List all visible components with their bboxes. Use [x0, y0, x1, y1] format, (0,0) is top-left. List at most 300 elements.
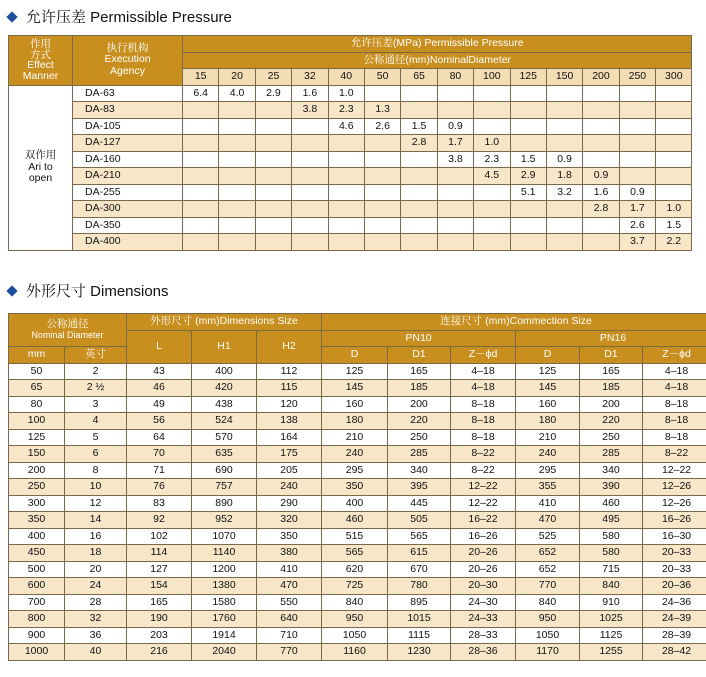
- table-row: [9, 479, 706, 496]
- dimension-value-cell: 515: [322, 528, 388, 545]
- pressure-value-cell: [255, 201, 291, 218]
- dimension-value-cell: 757: [192, 479, 257, 496]
- pressure-value-cell: [292, 151, 328, 168]
- pressure-value-cell: [219, 201, 255, 218]
- pressure-value-cell: [474, 118, 510, 135]
- pressure-value-cell: [255, 151, 291, 168]
- diamond-bullet-icon: [6, 285, 17, 296]
- pressure-value-cell: 1.0: [656, 201, 692, 218]
- pressure-value-cell: [364, 85, 400, 102]
- pressure-value-cell: 2.6: [619, 217, 655, 234]
- dimension-value-cell: 28–33: [451, 627, 516, 644]
- dimension-value-cell: 80: [9, 396, 65, 413]
- table-row: [9, 168, 692, 185]
- dimension-value-cell: 127: [127, 561, 192, 578]
- dimension-value-cell: 890: [192, 495, 257, 512]
- dimension-value-cell: 8–22: [451, 462, 516, 479]
- dimension-value-cell: 285: [580, 446, 643, 463]
- pressure-value-cell: [474, 234, 510, 251]
- dimension-value-cell: 950: [322, 611, 388, 628]
- pressure-value-cell: [364, 201, 400, 218]
- pressure-value-cell: 1.5: [401, 118, 437, 135]
- agency-cell: DA-83: [73, 102, 183, 119]
- dimension-value-cell: 16–26: [643, 512, 706, 529]
- dimension-value-cell: 20–36: [643, 578, 706, 595]
- dimension-value-cell: 114: [127, 545, 192, 562]
- dimension-value-cell: 690: [192, 462, 257, 479]
- diamond-bullet-icon: [6, 11, 17, 22]
- dimension-value-cell: 70: [127, 446, 192, 463]
- pressure-value-cell: [619, 102, 655, 119]
- dimension-value-cell: 145: [516, 380, 580, 397]
- dimension-value-cell: 495: [580, 512, 643, 529]
- dimension-value-cell: 525: [516, 528, 580, 545]
- pressure-value-cell: 2.8: [401, 135, 437, 152]
- dimension-value-cell: 16: [65, 528, 127, 545]
- col-mm-header: mm: [9, 347, 65, 364]
- pn10-header: PN10: [322, 330, 516, 347]
- pressure-value-cell: [656, 85, 692, 102]
- pressure-value-cell: [183, 102, 219, 119]
- dimension-value-cell: 400: [192, 363, 257, 380]
- table-row: [9, 528, 706, 545]
- table-row: [9, 429, 706, 446]
- pressure-value-cell: [583, 234, 619, 251]
- pressure-value-cell: [255, 168, 291, 185]
- dimension-value-cell: 524: [192, 413, 257, 430]
- dimension-value-cell: 43: [127, 363, 192, 380]
- pressure-value-cell: [510, 102, 546, 119]
- dimension-value-cell: 1200: [192, 561, 257, 578]
- dimension-value-cell: 8–18: [451, 413, 516, 430]
- diameter-header-cell: 250: [619, 69, 655, 86]
- dimension-value-cell: 175: [257, 446, 322, 463]
- dimension-value-cell: 1914: [192, 627, 257, 644]
- diameter-header-cell: 20: [219, 69, 255, 86]
- pressure-value-cell: 0.9: [583, 168, 619, 185]
- dimension-value-cell: 725: [322, 578, 388, 595]
- dimension-value-cell: 840: [322, 594, 388, 611]
- pn10-d1-header: D1: [388, 347, 451, 364]
- col-l-header: L: [127, 330, 192, 363]
- dimension-value-cell: 505: [388, 512, 451, 529]
- pressure-value-cell: [401, 102, 437, 119]
- pressure-value-cell: [437, 184, 473, 201]
- table-row: [9, 135, 692, 152]
- pressure-value-cell: [619, 151, 655, 168]
- pressure-value-cell: [292, 135, 328, 152]
- dimension-value-cell: 12–22: [451, 479, 516, 496]
- pressure-value-cell: [474, 102, 510, 119]
- pressure-value-cell: [510, 234, 546, 251]
- pressure-value-cell: [401, 168, 437, 185]
- pn16-z-header: Z－ϕd: [643, 347, 706, 364]
- dimension-value-cell: 240: [257, 479, 322, 496]
- pressure-value-cell: [364, 135, 400, 152]
- pressure-value-cell: [292, 201, 328, 218]
- pressure-value-cell: [328, 184, 364, 201]
- dimension-value-cell: 164: [257, 429, 322, 446]
- dimension-value-cell: 1140: [192, 545, 257, 562]
- diameter-header-cell: 40: [328, 69, 364, 86]
- pressure-value-cell: [401, 201, 437, 218]
- pressure-value-cell: [619, 85, 655, 102]
- pressure-value-cell: [510, 135, 546, 152]
- dimension-value-cell: 410: [257, 561, 322, 578]
- dimension-value-cell: 900: [9, 627, 65, 644]
- pressure-value-cell: 2.9: [510, 168, 546, 185]
- dimension-value-cell: 470: [257, 578, 322, 595]
- pressure-value-cell: [219, 102, 255, 119]
- dimension-value-cell: 71: [127, 462, 192, 479]
- dimension-value-cell: 1000: [9, 644, 65, 661]
- dimension-value-cell: 1580: [192, 594, 257, 611]
- agency-cell: DA-105: [73, 118, 183, 135]
- pressure-value-cell: [183, 118, 219, 135]
- dimension-value-cell: 102: [127, 528, 192, 545]
- table-row: [9, 380, 706, 397]
- pressure-value-cell: [619, 118, 655, 135]
- dimension-value-cell: 438: [192, 396, 257, 413]
- dimension-value-cell: 1125: [580, 627, 643, 644]
- dimension-value-cell: 20–26: [451, 545, 516, 562]
- dimension-value-cell: 635: [192, 446, 257, 463]
- dimension-value-cell: 14: [65, 512, 127, 529]
- pressure-value-cell: [437, 201, 473, 218]
- pressure-value-cell: [656, 151, 692, 168]
- dimension-value-cell: 1255: [580, 644, 643, 661]
- dimension-value-cell: 3: [65, 396, 127, 413]
- pressure-value-cell: 2.2: [656, 234, 692, 251]
- table-row: [9, 201, 692, 218]
- dimension-value-cell: 115: [257, 380, 322, 397]
- pressure-value-cell: 3.7: [619, 234, 655, 251]
- pressure-value-cell: 2.6: [364, 118, 400, 135]
- pressure-value-cell: 0.9: [619, 184, 655, 201]
- dimension-value-cell: 8–22: [643, 446, 706, 463]
- dimension-value-cell: 205: [257, 462, 322, 479]
- pressure-title: 允许压差 Permissible Pressure: [26, 9, 232, 26]
- dimension-value-cell: 12–22: [643, 462, 706, 479]
- pressure-value-cell: [656, 168, 692, 185]
- dimension-value-cell: 16–30: [643, 528, 706, 545]
- pressure-value-cell: [437, 85, 473, 102]
- table-row: [9, 594, 706, 611]
- dimension-value-cell: 12–26: [643, 495, 706, 512]
- dimension-value-cell: 8–18: [451, 429, 516, 446]
- dimension-value-cell: 840: [516, 594, 580, 611]
- execution-agency-header: 执行机构 Execution Agency: [73, 36, 183, 86]
- dimension-value-cell: 165: [127, 594, 192, 611]
- pressure-value-cell: 2.8: [583, 201, 619, 218]
- pressure-value-cell: [510, 217, 546, 234]
- table-row: [9, 234, 692, 251]
- dimension-value-cell: 570: [192, 429, 257, 446]
- pressure-value-cell: [328, 201, 364, 218]
- pressure-value-cell: [328, 234, 364, 251]
- dimension-value-cell: 36: [65, 627, 127, 644]
- diameter-header-cell: 25: [255, 69, 291, 86]
- table-row: [9, 363, 706, 380]
- dimension-value-cell: 24–30: [451, 594, 516, 611]
- dimension-value-cell: 65: [9, 380, 65, 397]
- diameter-header-cell: 150: [546, 69, 582, 86]
- pressure-value-cell: [474, 85, 510, 102]
- dimension-value-cell: 1115: [388, 627, 451, 644]
- pressure-value-cell: [255, 102, 291, 119]
- dimension-value-cell: 150: [9, 446, 65, 463]
- pressure-value-cell: [510, 201, 546, 218]
- nominal-diameter-header: 公称通径 Nominal Diameter: [9, 314, 127, 347]
- dimension-value-cell: 210: [322, 429, 388, 446]
- dimension-value-cell: 652: [516, 561, 580, 578]
- agency-cell: DA-350: [73, 217, 183, 234]
- dimension-value-cell: 83: [127, 495, 192, 512]
- effect-manner-cell: 双作用 Ari to open: [9, 85, 73, 250]
- dimension-value-cell: 340: [388, 462, 451, 479]
- dimension-value-cell: 1070: [192, 528, 257, 545]
- pressure-value-cell: [219, 151, 255, 168]
- col-inch-header: 英寸: [65, 347, 127, 364]
- dimension-value-cell: 12–22: [451, 495, 516, 512]
- dimension-value-cell: 350: [322, 479, 388, 496]
- dimension-value-cell: 4–18: [643, 363, 706, 380]
- pressure-value-cell: [656, 102, 692, 119]
- dimension-value-cell: 8: [65, 462, 127, 479]
- pressure-value-cell: 1.7: [619, 201, 655, 218]
- col-h2-header: H2: [257, 330, 322, 363]
- dimension-value-cell: 500: [9, 561, 65, 578]
- dimensions-title: 外形尺寸 Dimensions: [26, 283, 169, 300]
- dimension-value-cell: 16–22: [451, 512, 516, 529]
- pressure-value-cell: [328, 168, 364, 185]
- table-row: [9, 462, 706, 479]
- dimension-value-cell: 1230: [388, 644, 451, 661]
- table-row: [9, 611, 706, 628]
- pressure-value-cell: [183, 234, 219, 251]
- dimension-value-cell: 6: [65, 446, 127, 463]
- pressure-value-cell: 1.5: [510, 151, 546, 168]
- dimension-value-cell: 20–30: [451, 578, 516, 595]
- pressure-value-cell: [546, 234, 582, 251]
- dimension-value-cell: 24–39: [643, 611, 706, 628]
- pressure-value-cell: [619, 135, 655, 152]
- dimension-value-cell: 190: [127, 611, 192, 628]
- dimension-value-cell: 1050: [322, 627, 388, 644]
- dimension-value-cell: 28–36: [451, 644, 516, 661]
- pn10-z-header: Z－ϕd: [451, 347, 516, 364]
- pressure-value-cell: [183, 151, 219, 168]
- dimension-value-cell: 952: [192, 512, 257, 529]
- dimension-value-cell: 16–26: [451, 528, 516, 545]
- table-row: [9, 545, 706, 562]
- pressure-value-cell: [364, 184, 400, 201]
- table-row: [9, 578, 706, 595]
- dimension-value-cell: 652: [516, 545, 580, 562]
- table-row: [9, 184, 692, 201]
- table-row: [9, 102, 692, 119]
- pressure-value-cell: [292, 234, 328, 251]
- dimension-value-cell: 5: [65, 429, 127, 446]
- agency-cell: DA-255: [73, 184, 183, 201]
- pressure-value-cell: [583, 118, 619, 135]
- pressure-value-cell: 1.7: [437, 135, 473, 152]
- pressure-value-cell: [619, 168, 655, 185]
- pressure-value-cell: [219, 135, 255, 152]
- table-row: [9, 151, 692, 168]
- pressure-value-cell: [255, 234, 291, 251]
- dimension-value-cell: 1760: [192, 611, 257, 628]
- dimension-value-cell: 250: [580, 429, 643, 446]
- dimension-value-cell: 220: [388, 413, 451, 430]
- pressure-value-cell: [183, 135, 219, 152]
- dimension-value-cell: 1170: [516, 644, 580, 661]
- dimension-value-cell: 1050: [516, 627, 580, 644]
- pressure-value-cell: [401, 184, 437, 201]
- pressure-value-cell: [255, 118, 291, 135]
- dimension-value-cell: 20: [65, 561, 127, 578]
- table-row: [9, 446, 706, 463]
- pressure-value-cell: [546, 217, 582, 234]
- pressure-value-cell: [183, 201, 219, 218]
- pressure-value-cell: 1.8: [546, 168, 582, 185]
- table-row: [9, 118, 692, 135]
- dimension-value-cell: 2 ½: [65, 380, 127, 397]
- dimension-value-cell: 380: [257, 545, 322, 562]
- dimension-value-cell: 125: [322, 363, 388, 380]
- dimension-value-cell: 1015: [388, 611, 451, 628]
- dimension-value-cell: 154: [127, 578, 192, 595]
- pressure-value-cell: [401, 217, 437, 234]
- pressure-value-cell: [546, 102, 582, 119]
- dimension-value-cell: 10: [65, 479, 127, 496]
- pressure-value-cell: [546, 118, 582, 135]
- pressure-value-cell: [255, 217, 291, 234]
- dimension-value-cell: 470: [516, 512, 580, 529]
- diameter-header-cell: 125: [510, 69, 546, 86]
- dimension-value-cell: 395: [388, 479, 451, 496]
- table-row: [9, 561, 706, 578]
- dimension-value-cell: 350: [257, 528, 322, 545]
- pressure-value-cell: [183, 217, 219, 234]
- dimension-value-cell: 295: [322, 462, 388, 479]
- dimension-value-cell: 125: [516, 363, 580, 380]
- pressure-value-cell: [328, 135, 364, 152]
- pressure-value-cell: [583, 151, 619, 168]
- pressure-value-cell: 1.6: [292, 85, 328, 102]
- dimension-value-cell: 4–18: [451, 363, 516, 380]
- dimension-value-cell: 165: [388, 363, 451, 380]
- dimension-value-cell: 28–39: [643, 627, 706, 644]
- pressure-table: [8, 35, 692, 251]
- pressure-value-cell: [219, 118, 255, 135]
- pressure-value-cell: [328, 151, 364, 168]
- pressure-value-cell: 4.6: [328, 118, 364, 135]
- dimension-value-cell: 46: [127, 380, 192, 397]
- pressure-value-cell: [292, 184, 328, 201]
- pressure-value-cell: [255, 135, 291, 152]
- pressure-value-cell: 1.6: [583, 184, 619, 201]
- dimension-value-cell: 460: [580, 495, 643, 512]
- dimension-value-cell: 565: [388, 528, 451, 545]
- dimension-value-cell: 20–26: [451, 561, 516, 578]
- dimension-value-cell: 203: [127, 627, 192, 644]
- dimension-value-cell: 12: [65, 495, 127, 512]
- pressure-value-cell: 2.9: [255, 85, 291, 102]
- dimension-value-cell: 200: [9, 462, 65, 479]
- dimension-value-cell: 4–18: [451, 380, 516, 397]
- pressure-value-cell: [510, 85, 546, 102]
- dimension-value-cell: 710: [257, 627, 322, 644]
- pressure-value-cell: [364, 151, 400, 168]
- dimension-value-cell: 700: [9, 594, 65, 611]
- nominal-diameter-header: 公称通径(mm)NominalDiameter: [183, 52, 692, 69]
- pressure-value-cell: [583, 85, 619, 102]
- dimension-value-cell: 250: [388, 429, 451, 446]
- pn16-header: PN16: [516, 330, 706, 347]
- dimension-value-cell: 165: [580, 363, 643, 380]
- pressure-value-cell: 6.4: [183, 85, 219, 102]
- table-row: [9, 396, 706, 413]
- dimension-value-cell: 210: [516, 429, 580, 446]
- dimension-value-cell: 390: [580, 479, 643, 496]
- dimension-value-cell: 600: [9, 578, 65, 595]
- pressure-value-cell: [328, 217, 364, 234]
- diameter-header-cell: 32: [292, 69, 328, 86]
- dimension-value-cell: 145: [322, 380, 388, 397]
- dimension-value-cell: 8–18: [643, 396, 706, 413]
- col-h1-header: H1: [192, 330, 257, 363]
- dimension-value-cell: 770: [257, 644, 322, 661]
- dimension-value-cell: 565: [322, 545, 388, 562]
- pressure-value-cell: [292, 168, 328, 185]
- dimension-value-cell: 460: [322, 512, 388, 529]
- table-row: [9, 413, 706, 430]
- agency-cell: DA-127: [73, 135, 183, 152]
- dimension-value-cell: 240: [322, 446, 388, 463]
- dimension-value-cell: 18: [65, 545, 127, 562]
- pressure-value-cell: [546, 201, 582, 218]
- diameter-header-cell: 65: [401, 69, 437, 86]
- dimensions-size-header: 外形尺寸 (mm)Dimensions Size: [127, 314, 322, 331]
- permissible-pressure-header: 允许压差(MPa) Permissible Pressure: [183, 36, 692, 53]
- pressure-value-cell: 4.0: [219, 85, 255, 102]
- pressure-value-cell: [401, 85, 437, 102]
- pressure-value-cell: 2.3: [328, 102, 364, 119]
- dimension-value-cell: 20–33: [643, 561, 706, 578]
- pressure-value-cell: [219, 184, 255, 201]
- pressure-value-cell: [583, 102, 619, 119]
- dimension-value-cell: 200: [580, 396, 643, 413]
- dimension-value-cell: 24: [65, 578, 127, 595]
- dimension-value-cell: 580: [580, 528, 643, 545]
- pressure-value-cell: 2.3: [474, 151, 510, 168]
- dimension-value-cell: 670: [388, 561, 451, 578]
- dimension-value-cell: 1160: [322, 644, 388, 661]
- dimension-value-cell: 1025: [580, 611, 643, 628]
- dimensions-table: [8, 313, 706, 661]
- pressure-value-cell: [656, 184, 692, 201]
- dimension-value-cell: 400: [322, 495, 388, 512]
- pn16-d-header: D: [516, 347, 580, 364]
- dimension-value-cell: 8–18: [451, 396, 516, 413]
- dimension-value-cell: 340: [580, 462, 643, 479]
- dimension-value-cell: 285: [388, 446, 451, 463]
- table-row: [9, 495, 706, 512]
- pressure-value-cell: [583, 217, 619, 234]
- dimension-value-cell: 180: [516, 413, 580, 430]
- pressure-value-cell: 1.5: [656, 217, 692, 234]
